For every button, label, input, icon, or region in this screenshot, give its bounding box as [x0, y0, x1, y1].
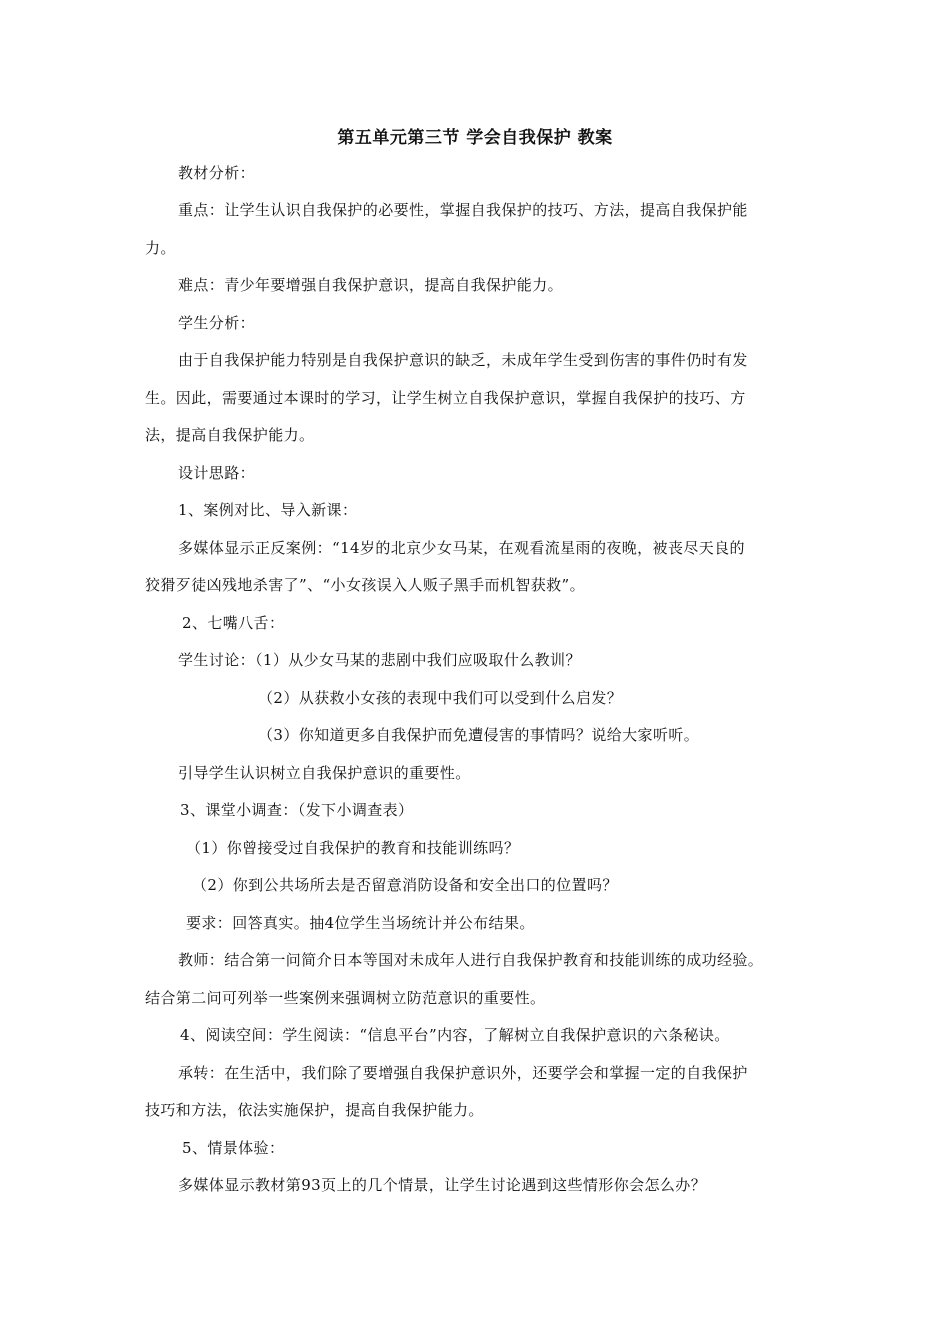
paragraph-line: 力。 — [145, 239, 176, 257]
paragraph-line: 要求：回答真实。抽4位学生当场统计并公布结果。 — [186, 914, 535, 932]
paragraph-line: 承转：在生活中，我们除了要增强自我保护意识外，还要学会和掌握一定的自我保护 — [178, 1064, 748, 1082]
section-heading-design: 设计思路： — [178, 464, 256, 482]
list-item: （1）你曾接受过自我保护的教育和技能训练吗？ — [186, 839, 520, 857]
paragraph-line: 引导学生认识树立自我保护意识的重要性。 — [178, 764, 471, 782]
section-heading-student-analysis: 学生分析： — [178, 314, 256, 332]
list-item: （3）你知道更多自我保护而免遭侵害的事情吗？说给大家听听。 — [258, 726, 700, 744]
step-heading: 1、案例对比、导入新课： — [178, 501, 358, 519]
paragraph-line: 法，提高自我保护能力。 — [145, 426, 315, 444]
step-heading: 3、课堂小调查：（发下小调查表） — [180, 801, 414, 819]
list-item: （2）你到公共场所去是否留意消防设备和安全出口的位置吗？ — [192, 876, 618, 894]
paragraph-line: 结合第二问可列举一些案例来强调树立防范意识的重要性。 — [145, 989, 546, 1007]
paragraph-line: 狡猾歹徒凶残地杀害了”、“小女孩误入人贩子黑手而机智获救”。 — [145, 576, 586, 594]
list-item: （2）从获救小女孩的表现中我们可以受到什么启发？ — [258, 689, 623, 707]
paragraph-line: 学生讨论：（1）从少女马某的悲剧中我们应吸取什么教训？ — [178, 651, 581, 669]
paragraph-line: 教师：结合第一问简介日本等国对未成年人进行自我保护教育和技能训练的成功经验。 — [178, 951, 764, 969]
step-heading: 4、阅读空间：学生阅读：“信息平台”内容，了解树立自我保护意识的六条秘诀。 — [180, 1026, 730, 1044]
paragraph-line: 由于自我保护能力特别是自我保护意识的缺乏，未成年学生受到伤害的事件仍时有发 — [178, 351, 748, 369]
paragraph-line: 生。因此，需要通过本课时的学习，让学生树立自我保护意识，掌握自我保护的技巧、方 — [145, 389, 746, 407]
paragraph-line: 多媒体显示教材第93页上的几个情景，让学生讨论遇到这些情形你会怎么办？ — [178, 1176, 707, 1194]
paragraph-line: 技巧和方法，依法实施保护，提高自我保护能力。 — [145, 1101, 484, 1119]
step-heading: 5、情景体验： — [182, 1139, 285, 1157]
paragraph-line: 重点：让学生认识自我保护的必要性，掌握自我保护的技巧、方法，提高自我保护能 — [178, 201, 748, 219]
paragraph-line: 难点：青少年要增强自我保护意识，提高自我保护能力。 — [178, 276, 564, 294]
page-title: 第五单元第三节 学会自我保护 教案 — [337, 128, 613, 148]
step-heading: 2、七嘴八舌： — [182, 614, 285, 632]
paragraph-line: 多媒体显示正反案例：“14岁的北京少女马某，在观看流星雨的夜晚，被丧尽天良的 — [178, 539, 745, 557]
section-heading-textbook-analysis: 教材分析： — [178, 164, 256, 182]
